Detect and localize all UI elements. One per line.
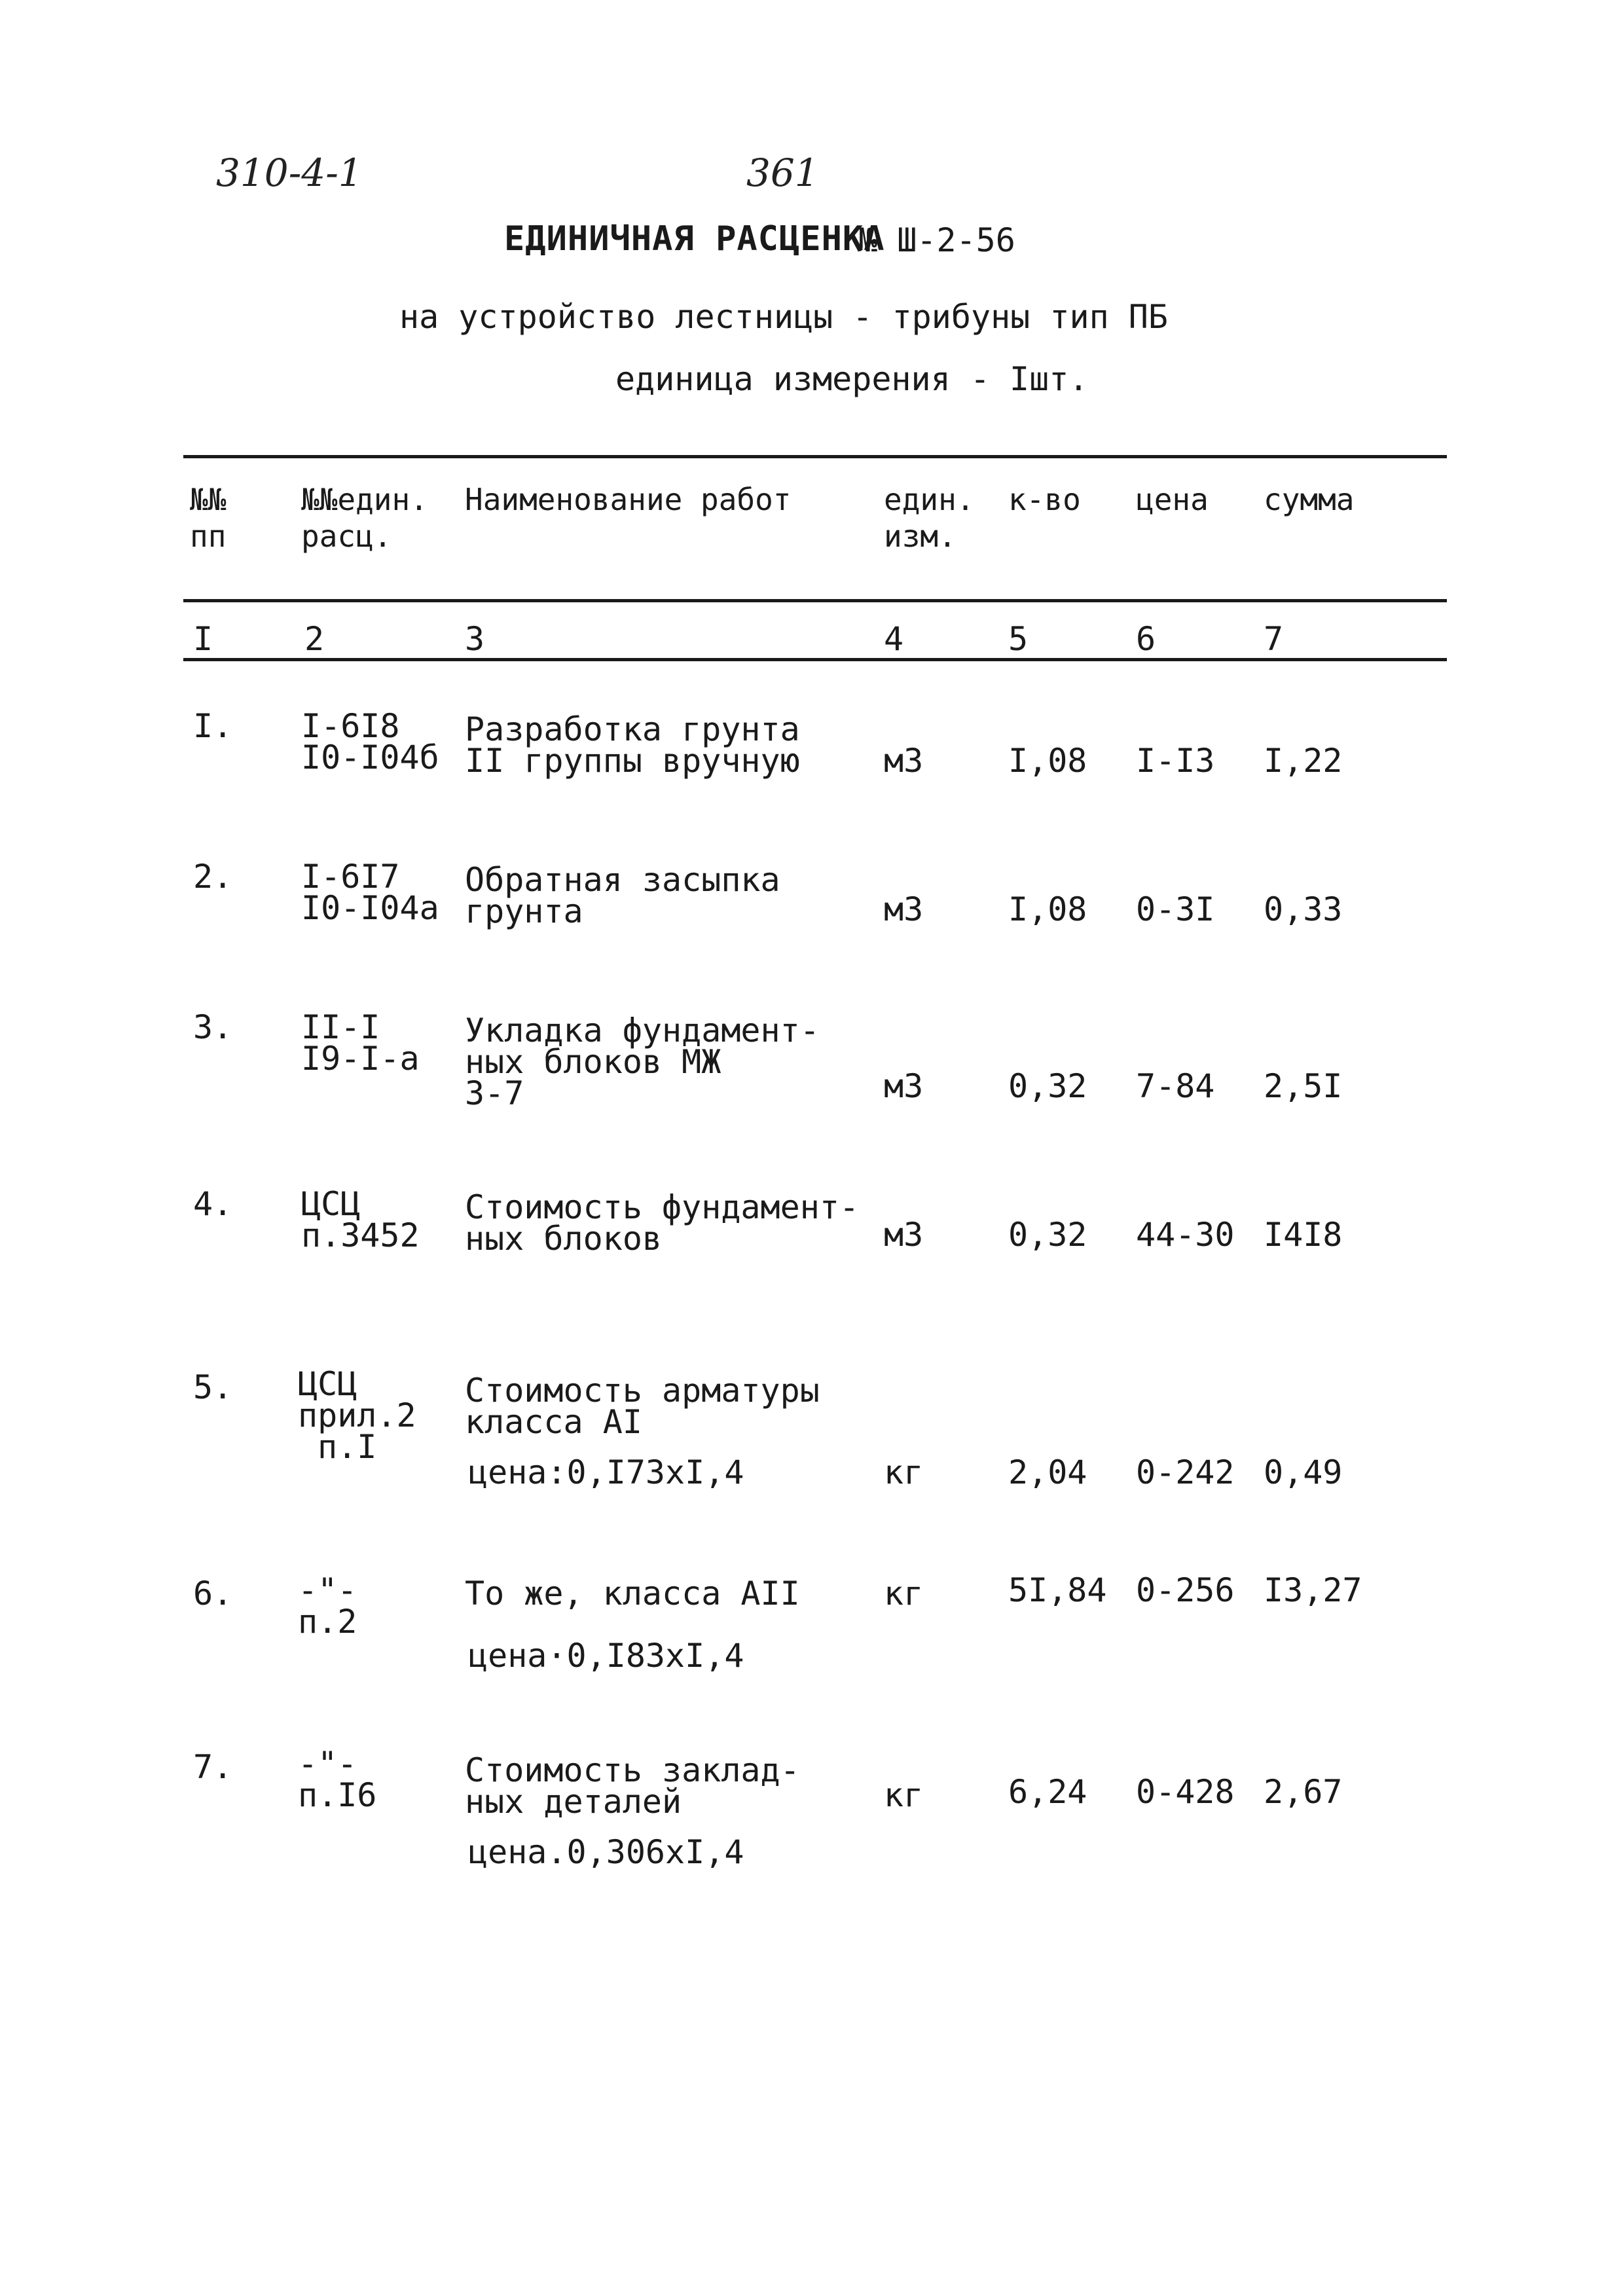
- rate-code: ЦСЦ прил.2 п.I: [298, 1365, 416, 1466]
- header-col-quantity: к-во: [1008, 482, 1081, 517]
- sum: I4I8: [1264, 1216, 1343, 1254]
- rate-code: II-I I9-I-а: [301, 1008, 420, 1078]
- work-name: Разработка грунта II группы вручную: [465, 710, 800, 780]
- price-note: цена:0,I73хI,4: [468, 1453, 744, 1491]
- rate-code: I-6I7 I0-I04а: [301, 858, 439, 927]
- row-number: 5.: [193, 1368, 233, 1406]
- subtitle-purpose: на устройство лестницы - трибуны тип ПБ: [399, 298, 1168, 336]
- quantity: 0,32: [1008, 1067, 1087, 1105]
- work-name: Стоимость заклад- ных деталей: [465, 1751, 800, 1821]
- document-number: № Ш-2-56: [858, 221, 1015, 259]
- quantity: 0,32: [1008, 1216, 1087, 1254]
- work-name: То же, класса АII: [465, 1575, 800, 1613]
- column-number-2: 2: [304, 620, 325, 658]
- price: 0-256: [1136, 1571, 1235, 1609]
- column-number-1: I: [193, 620, 213, 658]
- work-name: Стоимость арматуры класса АI: [465, 1372, 820, 1441]
- handwritten-page-number: 361: [746, 151, 819, 195]
- row-number: I.: [193, 707, 233, 745]
- handwritten-code: 310-4-1: [216, 151, 363, 195]
- header-col-unit: един. изм.: [884, 482, 975, 554]
- rate-code: I-6I8 I0-I04б: [301, 707, 439, 776]
- header-col-price: цена: [1136, 482, 1209, 517]
- unit: м3: [884, 1216, 924, 1254]
- work-name: Обратная засыпка грунта: [465, 861, 780, 930]
- work-name: Укладка фундамент- ных блоков МЖ 3-7: [465, 1011, 820, 1112]
- document-title: ЕДИНИЧНАЯ РАСЦЕНКА: [504, 219, 885, 259]
- quantity: 6,24: [1008, 1773, 1087, 1811]
- price: 0-428: [1136, 1773, 1235, 1811]
- sum: I,22: [1264, 742, 1343, 780]
- header-bottom-rule: [183, 599, 1447, 602]
- work-name: Стоимость фундамент- ных блоков: [465, 1188, 860, 1258]
- sum: I3,27: [1264, 1571, 1362, 1609]
- rate-code: -"- п.I6: [298, 1745, 377, 1814]
- price: 7-84: [1136, 1067, 1215, 1105]
- rate-code: ЦСЦ п.3452: [301, 1185, 420, 1254]
- header-col-work-name: Наименование работ: [465, 482, 792, 517]
- quantity: 5I,84: [1008, 1571, 1107, 1609]
- header-col-sum: сумма: [1264, 482, 1355, 517]
- row-number: 6.: [193, 1575, 233, 1613]
- price: 0-3I: [1136, 890, 1215, 928]
- sum: 0,33: [1264, 890, 1343, 928]
- price: I-I3: [1136, 742, 1215, 780]
- row-number: 7.: [193, 1748, 233, 1786]
- quantity: 2,04: [1008, 1453, 1087, 1491]
- column-number-6: 6: [1136, 620, 1156, 658]
- column-number-7: 7: [1264, 620, 1284, 658]
- unit: м3: [884, 742, 924, 780]
- sum: 2,5I: [1264, 1067, 1343, 1105]
- column-number-4: 4: [884, 620, 904, 658]
- table-top-rule: [183, 455, 1447, 458]
- unit: кг: [884, 1453, 924, 1491]
- row-number: 4.: [193, 1185, 233, 1223]
- row-number: 2.: [193, 858, 233, 896]
- sum: 0,49: [1264, 1453, 1343, 1491]
- price: 0-242: [1136, 1453, 1235, 1491]
- unit: кг: [884, 1575, 924, 1613]
- subtitle-unit: единица измерения - Iшт.: [615, 360, 1089, 398]
- column-numbers-rule: [183, 658, 1447, 661]
- quantity: I,08: [1008, 742, 1087, 780]
- rate-code: -"- п.2: [298, 1571, 357, 1641]
- column-number-3: 3: [465, 620, 485, 658]
- row-number: 3.: [193, 1008, 233, 1046]
- quantity: I,08: [1008, 890, 1087, 928]
- price: 44-30: [1136, 1216, 1235, 1254]
- unit: м3: [884, 890, 924, 928]
- column-number-5: 5: [1008, 620, 1029, 658]
- price-note: цена·0,I83хI,4: [468, 1637, 744, 1675]
- header-col-number: №№ пп: [190, 482, 227, 554]
- unit: кг: [884, 1776, 924, 1814]
- price-note: цена.0,306хI,4: [468, 1833, 744, 1871]
- unit: м3: [884, 1067, 924, 1105]
- header-col-rate-code: №№един. расц.: [301, 482, 428, 554]
- sum: 2,67: [1264, 1773, 1343, 1811]
